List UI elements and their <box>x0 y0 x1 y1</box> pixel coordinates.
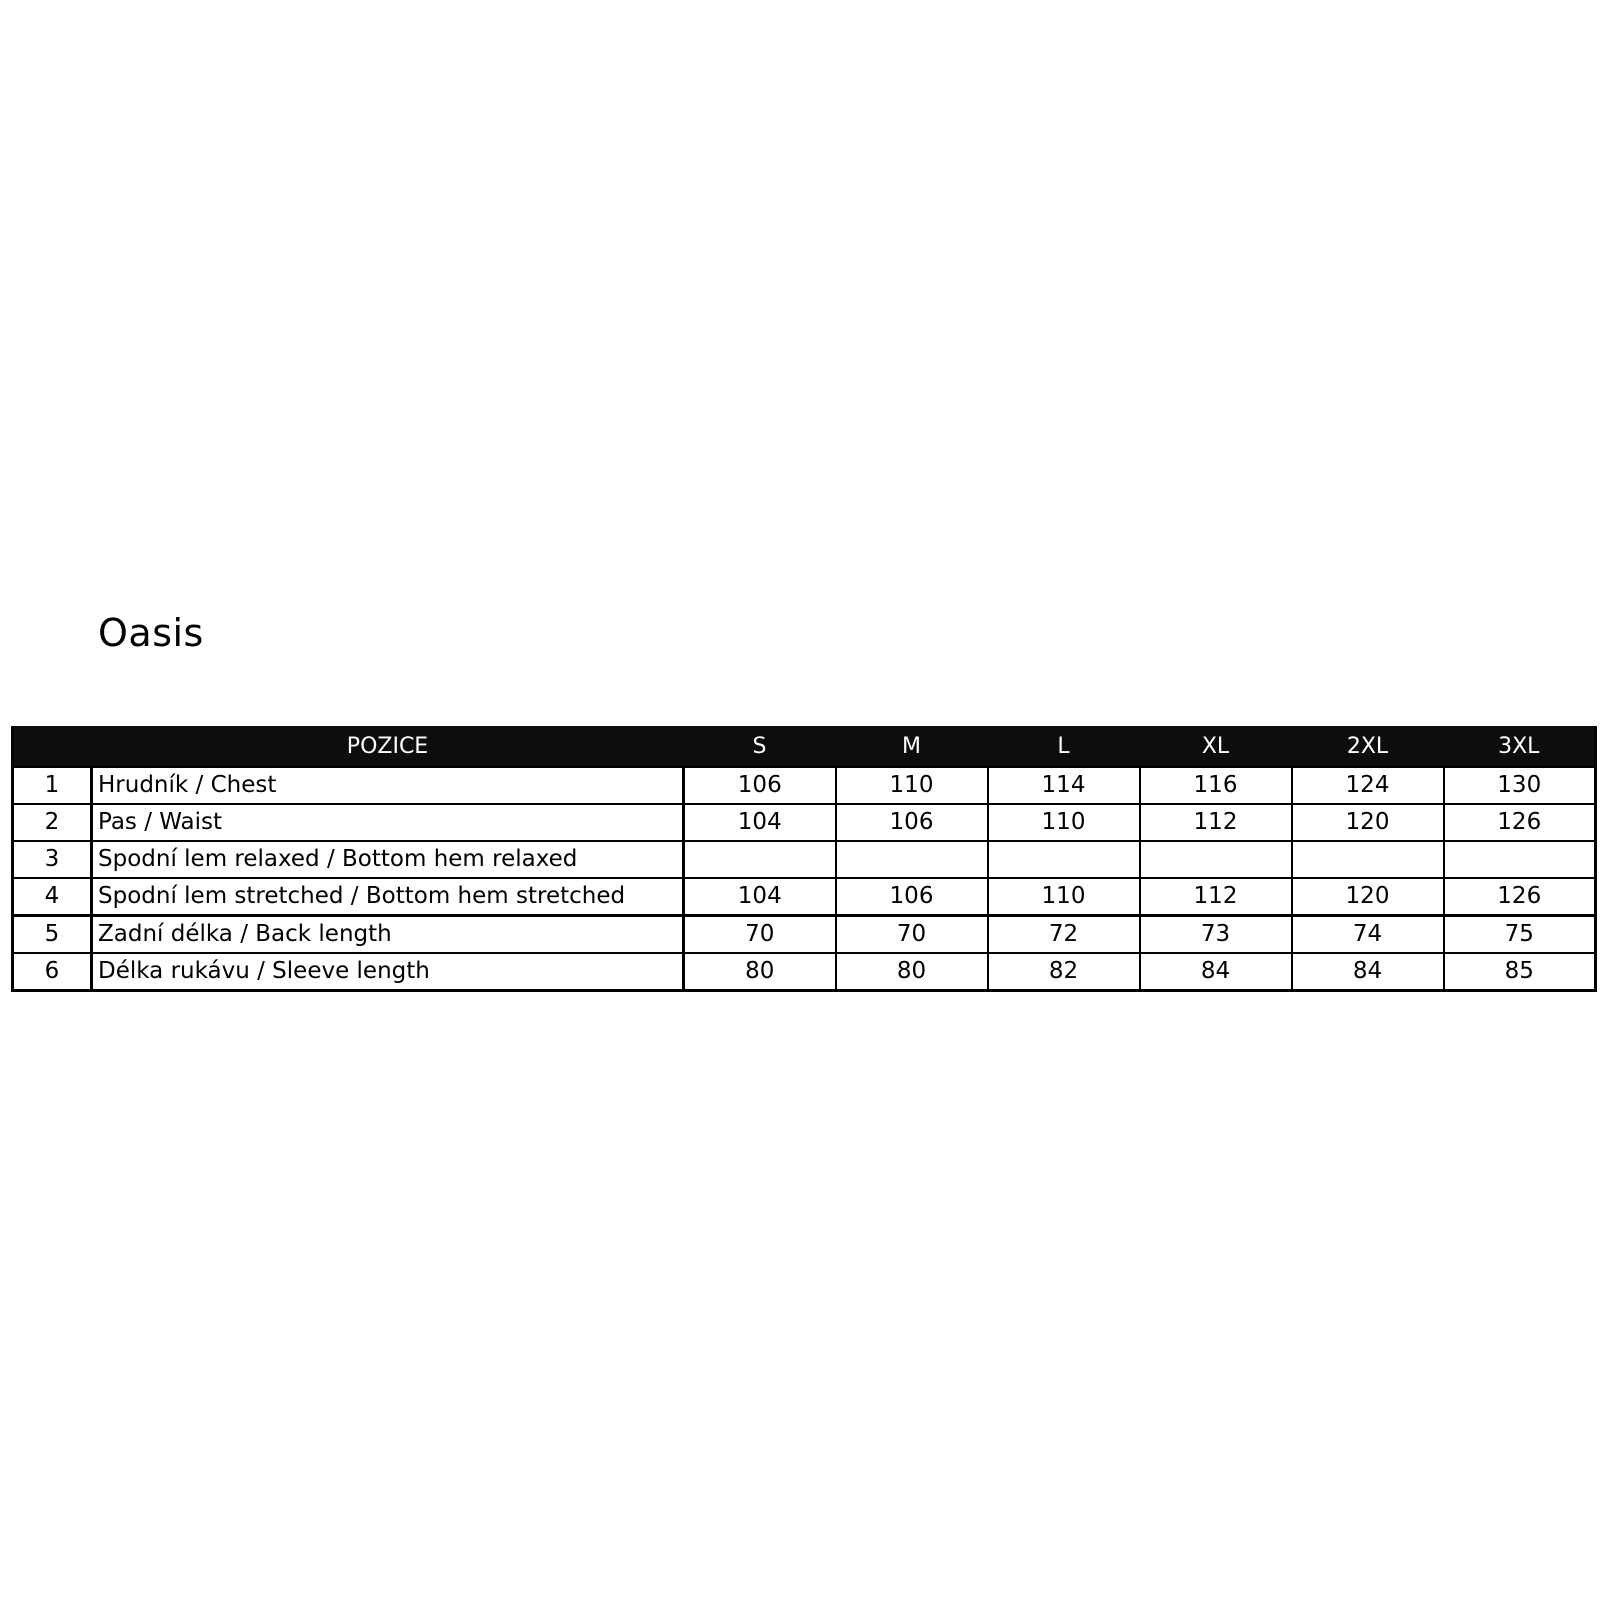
value-cell: 72 <box>988 916 1140 954</box>
size-table <box>11 726 1597 992</box>
value-cell: 73 <box>1140 916 1292 954</box>
header-cell-size-3xl: 3XL <box>1444 726 1596 767</box>
row-number: 1 <box>13 767 92 804</box>
value-cell: 82 <box>988 953 1140 991</box>
row-number: 5 <box>13 916 92 954</box>
row-number: 3 <box>13 841 92 878</box>
value-cell: 106 <box>684 767 836 804</box>
table-row <box>13 953 1596 991</box>
header-cell-number <box>13 726 92 767</box>
value-cell: 130 <box>1444 767 1596 804</box>
page-title: Oasis <box>98 611 204 655</box>
row-label: Pas / Waist <box>92 804 684 841</box>
header-cell-size-m: M <box>836 726 988 767</box>
row-label: Spodní lem relaxed / Bottom hem relaxed <box>92 841 684 878</box>
value-cell: 114 <box>988 767 1140 804</box>
table-row <box>13 916 1596 954</box>
value-cell: 80 <box>684 953 836 991</box>
value-cell: 110 <box>988 804 1140 841</box>
value-cell: 126 <box>1444 804 1596 841</box>
value-cell: 80 <box>836 953 988 991</box>
value-cell <box>1140 841 1292 878</box>
value-cell: 106 <box>836 804 988 841</box>
value-cell: 104 <box>684 804 836 841</box>
value-cell <box>1292 841 1444 878</box>
value-cell: 120 <box>1292 804 1444 841</box>
table-row <box>13 878 1596 916</box>
row-label: Spodní lem stretched / Bottom hem stretched <box>92 878 684 916</box>
header-cell-size-s: S <box>684 726 836 767</box>
value-cell: 70 <box>836 916 988 954</box>
value-cell: 104 <box>684 878 836 916</box>
value-cell <box>1444 841 1596 878</box>
row-label: Zadní délka / Back length <box>92 916 684 954</box>
value-cell: 84 <box>1292 953 1444 991</box>
header-cell-size-xl: XL <box>1140 726 1292 767</box>
value-cell: 85 <box>1444 953 1596 991</box>
value-cell: 110 <box>836 767 988 804</box>
value-cell: 110 <box>988 878 1140 916</box>
value-cell: 124 <box>1292 767 1444 804</box>
header-cell-size-l: L <box>988 726 1140 767</box>
value-cell <box>836 841 988 878</box>
value-cell: 116 <box>1140 767 1292 804</box>
table-row <box>13 767 1596 804</box>
table-header-row <box>13 726 1596 767</box>
value-cell: 112 <box>1140 804 1292 841</box>
row-number: 4 <box>13 878 92 916</box>
value-cell: 112 <box>1140 878 1292 916</box>
value-cell <box>988 841 1140 878</box>
value-cell: 74 <box>1292 916 1444 954</box>
row-label: Hrudník / Chest <box>92 767 684 804</box>
table-row <box>13 804 1596 841</box>
value-cell: 75 <box>1444 916 1596 954</box>
table-row <box>13 841 1596 878</box>
row-number: 6 <box>13 953 92 991</box>
header-cell-size-2xl: 2XL <box>1292 726 1444 767</box>
value-cell: 120 <box>1292 878 1444 916</box>
row-label: Délka rukávu / Sleeve length <box>92 953 684 991</box>
row-number: 2 <box>13 804 92 841</box>
header-cell-position: POZICE <box>92 726 684 767</box>
value-cell: 84 <box>1140 953 1292 991</box>
value-cell: 70 <box>684 916 836 954</box>
value-cell: 106 <box>836 878 988 916</box>
value-cell: 126 <box>1444 878 1596 916</box>
value-cell <box>684 841 836 878</box>
